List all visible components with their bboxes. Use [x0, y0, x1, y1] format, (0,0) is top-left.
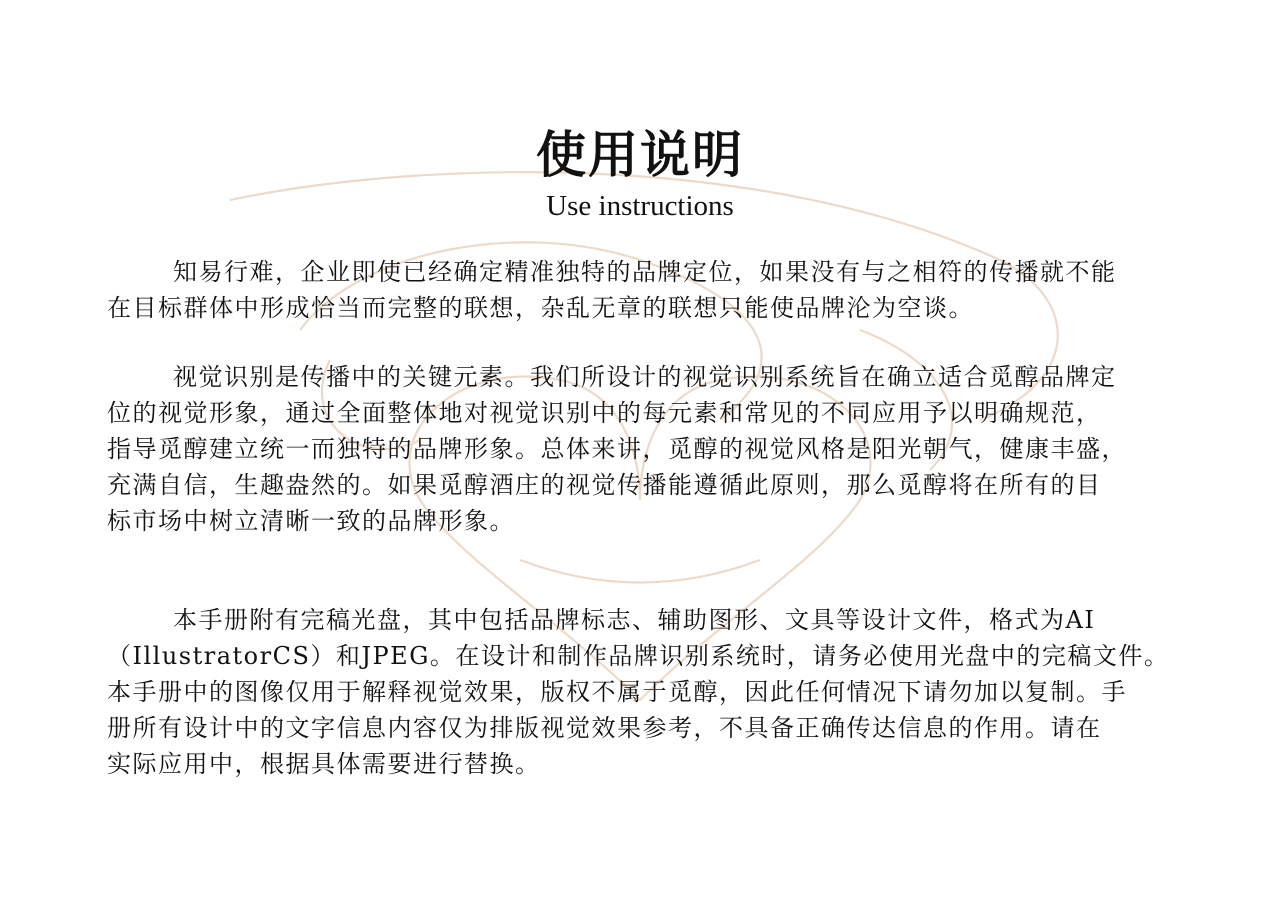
- page-title: 使用说明: [536, 125, 744, 184]
- paragraph-line: 本手册附有完稿光盘，其中包括品牌标志、辅助图形、文具等设计文件，格式为AI: [173, 606, 1096, 634]
- paragraph-line: 在目标群体中形成恰当而完整的联想，杂乱无章的联想只能使品牌沦为空谈。: [107, 294, 974, 322]
- paragraph-2: [107, 359, 1127, 539]
- paragraph-line: 视觉识别是传播中的关键元素。我们所设计的视觉识别系统旨在确立适合觅醇品牌定: [173, 363, 1117, 391]
- paragraph-3: [107, 602, 1169, 782]
- paragraph-line: 充满自信，生趣盎然的。如果觅醇酒庄的视觉传播能遵循此原则，那么觅醇将在所有的目: [107, 471, 1102, 499]
- paragraph-line: 位的视觉形象，通过全面整体地对视觉识别中的每元素和常见的不同应用予以明确规范，: [107, 399, 1102, 427]
- paragraph-1: [107, 254, 1117, 326]
- paragraph-line: 本手册中的图像仅用于解释视觉效果，版权不属于觅醇，因此任何情况下请勿加以复制。手: [107, 678, 1127, 706]
- paragraph-line: 标市场中树立清晰一致的品牌形象。: [107, 507, 515, 535]
- page-subtitle: Use instructions: [546, 190, 734, 222]
- paragraph-line: 指导觅醇建立统一而独特的品牌形象。总体来讲，觅醇的视觉风格是阳光朝气，健康丰盛，: [107, 435, 1127, 463]
- paragraph-line: 知易行难，企业即使已经确定精准独特的品牌定位，如果没有与之相符的传播就不能: [173, 258, 1117, 286]
- paragraph-line: 册所有设计中的文字信息内容仅为排版视觉效果参考，不具备正确传达信息的作用。请在: [107, 714, 1102, 742]
- paragraph-line: 实际应用中，根据具体需要进行替换。: [107, 750, 541, 778]
- paragraph-line: （IllustratorCS）和JPEG。在设计和制作品牌识别系统时，请务必使用光盘中的完稿文件。: [107, 642, 1170, 670]
